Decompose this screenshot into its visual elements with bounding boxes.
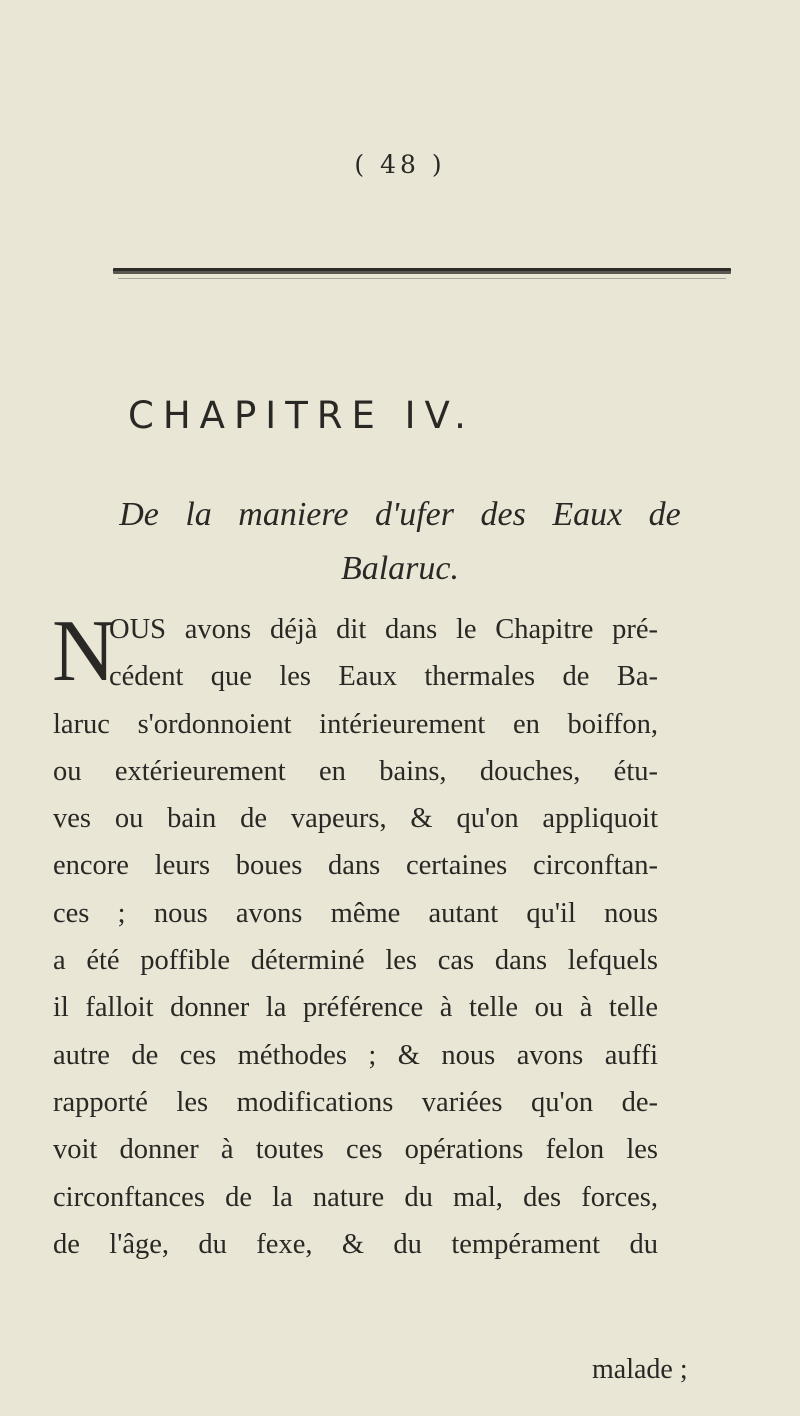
chapter-subtitle-line-1: De la maniere d'ufer des Eaux de bbox=[119, 496, 681, 533]
text-line: OUS avons déjà dit dans le Chapitre pré- bbox=[109, 614, 658, 645]
text-line: ou extérieurement en bains, douches, étu- bbox=[53, 755, 658, 787]
chapter-subtitle-line-2: Balaruc. bbox=[340, 550, 460, 587]
text-line: voit donner à toutes ces opérations felon les bbox=[53, 1134, 658, 1166]
text-line: cédent que les Eaux thermales de Ba- bbox=[109, 661, 658, 693]
text-line: a été poffible déterminé les cas dans lefquels bbox=[53, 945, 658, 977]
text-line: encore leurs boues dans certaines circonftan- bbox=[53, 850, 658, 882]
text-line: rapporté les modifications variées qu'on de- bbox=[53, 1086, 658, 1118]
header-rule bbox=[113, 268, 731, 274]
text-line: ces ; nous avons même autant qu'il nous bbox=[53, 897, 658, 929]
text-line: circonftances de la nature du mal, des forces, bbox=[53, 1181, 658, 1213]
header-rule-underline bbox=[118, 278, 726, 279]
text-line: il falloit donner la préférence à telle ou à telle bbox=[53, 992, 658, 1024]
text-line: autre de ces méthodes ; & nous avons auffi bbox=[53, 1039, 658, 1071]
chapter-subtitle bbox=[119, 488, 681, 596]
text-line: laruc s'ordonnoient intérieurement en boiffon, bbox=[53, 708, 658, 740]
drop-cap: N bbox=[52, 603, 116, 700]
chapter-title: CHAPITRE IV. bbox=[128, 394, 475, 437]
body-paragraph bbox=[52, 603, 658, 1268]
text-line: de l'âge, du fexe, & du tempérament du bbox=[53, 1228, 658, 1260]
text-line: ves ou bain de vapeurs, & qu'on appliquoit bbox=[53, 803, 658, 835]
catchword: malade ; bbox=[592, 1354, 688, 1385]
page-number: ( 48 ) bbox=[354, 150, 446, 179]
